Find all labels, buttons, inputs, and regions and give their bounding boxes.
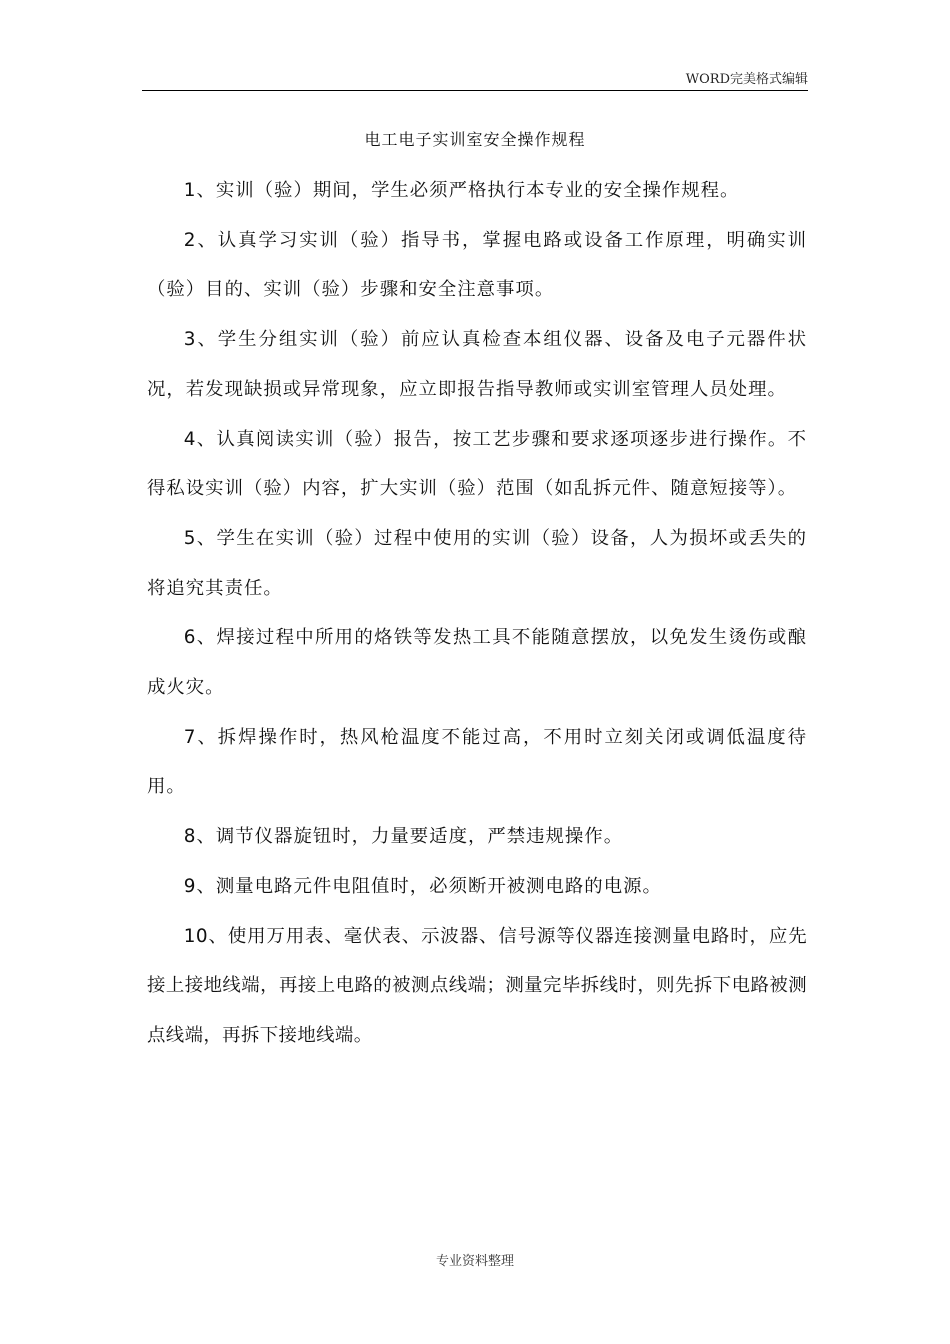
rule-paragraph-1: 1、实训（验）期间，学生必须严格执行本专业的安全操作规程。 bbox=[183, 180, 740, 201]
document-body bbox=[147, 166, 807, 1061]
rule-paragraph-8: 8、调节仪器旋钮时，力量要适度，严禁违规操作。 bbox=[183, 826, 624, 848]
header-text: WORD完美格式编辑 bbox=[685, 72, 808, 87]
document-title: 电工电子实训室安全操作规程 bbox=[364, 130, 586, 149]
rule-paragraph-5: 5、学生在实训（验）过程中使用的实训（验）设备，人为损坏或丢失的将追究其责任。 bbox=[147, 527, 807, 599]
page-footer: 专业资料整理 bbox=[435, 1254, 514, 1269]
rule-paragraph-7: 7、拆焊操作时，热风枪温度不能过高，不用时立刻关闭或调低温度待用。 bbox=[147, 726, 807, 798]
rule-paragraph-9: 9、测量电路元件电阻值时，必须断开被测电路的电源。 bbox=[183, 875, 662, 897]
rule-paragraph-2: 2、认真学习实训（验）指导书，掌握电路或设备工作原理，明确实训（验）目的、实训（验）步骤和安全注意事项。 bbox=[147, 229, 807, 301]
rule-paragraph-3: 3、学生分组实训（验）前应认真检查本组仪器、设备及电子元器件状况，若发现缺损或异常现象，应立即报告指导教师或实训室管理人员处理。 bbox=[147, 329, 807, 400]
page-header bbox=[142, 72, 808, 91]
rule-paragraph-4: 4、认真阅读实训（验）报告，按工艺步骤和要求逐项逐步进行操作。不得私设实训（验）内容，扩大实训（验）范围（如乱拆元件、随意短接等）。 bbox=[147, 428, 807, 500]
rule-paragraph-6: 6、焊接过程中所用的烙铁等发热工具不能随意摆放，以免发生烫伤或酿成火灾。 bbox=[147, 627, 807, 699]
rule-paragraph-10: 10、使用万用表、毫伏表、示波器、信号源等仪器连接测量电路时，应先接上接地线端，再接上电路的被测点线端；测量完毕拆线时，则先拆下电路被测点线端，再拆下接地线端。 bbox=[147, 925, 807, 1046]
